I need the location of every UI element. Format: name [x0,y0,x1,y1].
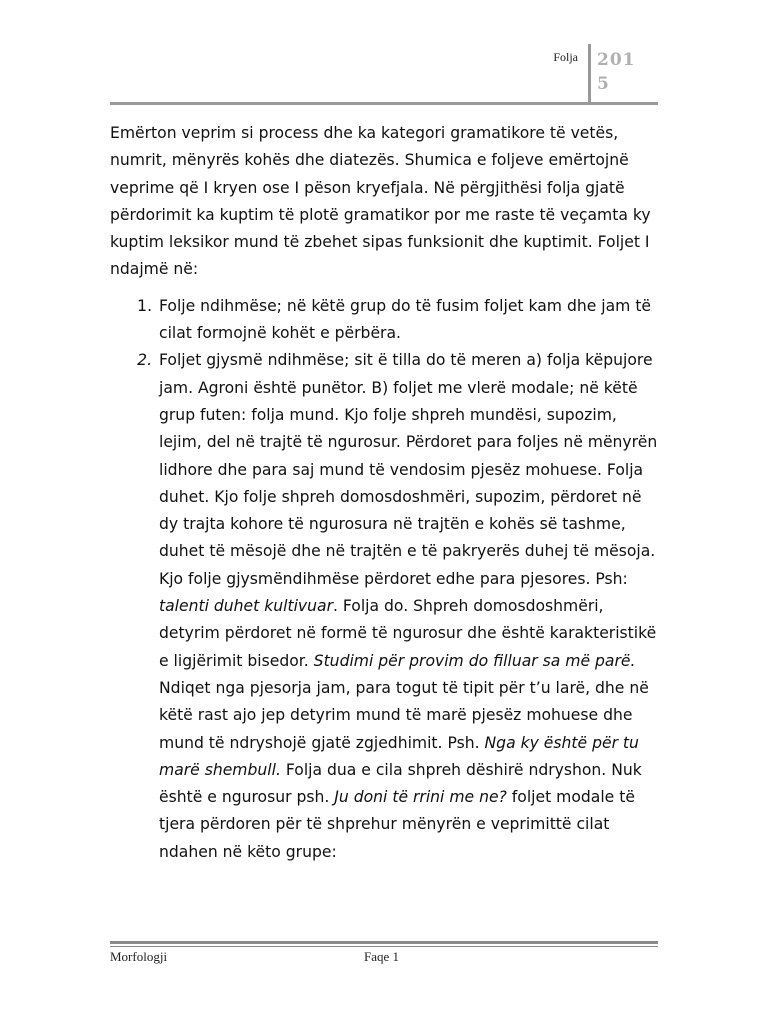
list-item-text: Ndiqet nga pjesorja jam, para togut të tipit për t’u larë, dhe në këtë rast ajo jep detyrim mund të marë pjesëz mohuese dhe mund të ndryshojë gjatë zgjedhimit. Psh. [159,678,649,752]
list-item-text: Folje ndihmëse; në këtë grup do të fusim foljet kam dhe jam të cilat formojnë kohët e përbëra. [159,296,652,343]
list-item [157,293,658,348]
footer-subject: Morfologji [110,949,168,964]
verb-types-list [110,293,658,866]
example-italic: Studimi për provim do filluar sa më parë. [313,651,636,670]
list-item-text: . Folja do. Shpreh domosdoshmëri, detyrim përdoret në formë të ngurosur dhe është karakteristikë e ligjërimit bisedor. [159,597,657,670]
list-item-text: Folja dua e cila shpreh dëshirë ndryshon. Nuk është e ngurosur psh. [159,760,642,807]
header-title: Folja [553,50,578,64]
page-number: Faqe 1 [364,949,400,964]
list-item-text: Foljet gjysmë ndihmëse; sit ë tilla do të meren a) folja këpujore jam. Agroni është punëtor. B) foljet me vlerë modale; në këtë grup futen: folja mund. Kjo folje shpreh mundësi, supozim, lejim, del në trajtë të ngurosur. Përdoret para foljes në mënyrën lidhore dhe para saj mund të vendosim pjesëz mohuese. Folja duhet. Kjo folje shpreh domosdoshmëri, supozim, përdoret në dy trajta kohore të ngurosura në trajtën e kohës së tashme, duhet të mësojë dhe në trajtën e të pakryerës duhej të mësoja. Kjo folje gjysmëndihmëse përdoret edhe para pjesores. Psh: [159,351,658,588]
header-rule [110,102,658,105]
header-divider [588,44,591,104]
list-item [157,347,658,866]
example-italic: talenti duhet kultivuar [159,597,333,616]
footer-rule [110,941,658,944]
header-year: 2015 [597,50,636,94]
footer-rule-thin [110,946,658,947]
intro-paragraph: Emërton veprim si process dhe ka kategori gramatikore të vetës, numrit, mënyrës kohës dhe diatezës. Shumica e foljeve emërtojnë veprime që I kryen ose I pëson kryefjala. Në përgjithësi folja gjatë përdorimit ka kuptim të plotë gramatikor por me raste të veçamta ky kuptim leksikor mund të zbehet sipas funksionit dhe kuptimit. Foljet I ndajmë në: [110,124,651,279]
list-item-text: foljet modale të tjera përdoren për të shprehur mënyrën e veprimittë cilat ndahen në këto grupe: [159,788,635,861]
example-italic: Ju doni të rrini me ne? [334,788,507,807]
example-italic: Nga ky është për tu marë shembull. [159,733,639,779]
body-content [110,120,658,866]
